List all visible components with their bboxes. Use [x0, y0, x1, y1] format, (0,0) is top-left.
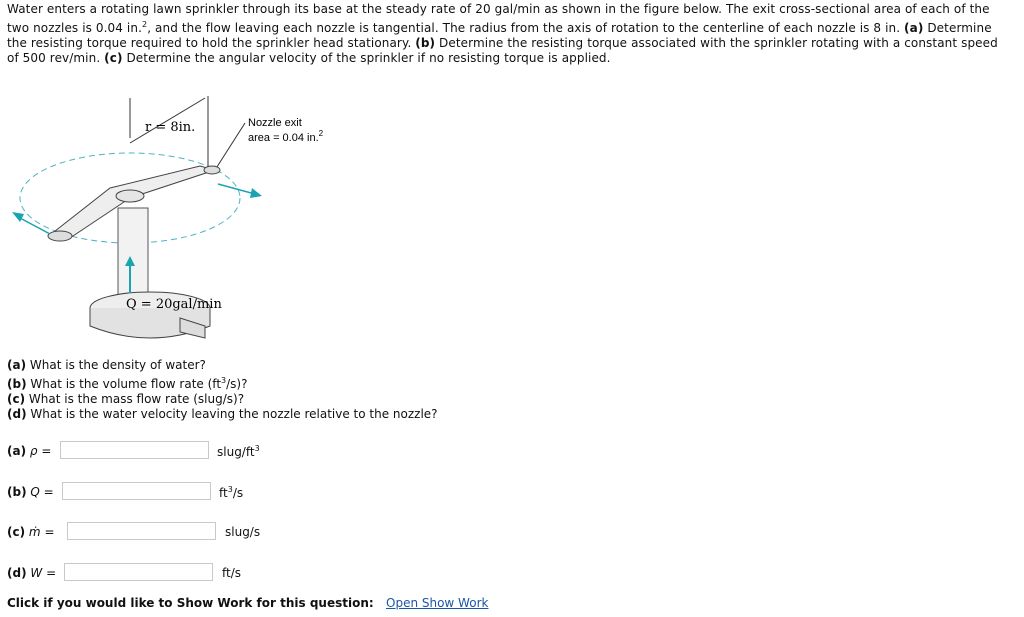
nozzle-leader [215, 123, 245, 170]
jet-arrow-right [218, 184, 255, 194]
answer-row-b [7, 482, 407, 504]
answer-label-d: (d) W = [7, 566, 57, 580]
mass-flow-input[interactable] [67, 522, 216, 540]
density-unit: slug/$ft^3$ [217, 444, 260, 459]
stand-pipe [118, 208, 148, 298]
sprinkler-figure [0, 88, 400, 358]
mass-flow-unit: slug/s [225, 525, 261, 539]
sprinkler-diagram [0, 88, 400, 358]
answer-label-b: (b) Q = [7, 485, 54, 499]
nozzle-right [204, 166, 220, 174]
question-d: (d) What is the water velocity leaving the nozzle relative to the nozzle? [7, 407, 438, 421]
radius-label: r = 8in. [145, 120, 196, 135]
problem-statement: Water enters a rotating lawn sprinkler through its base at the steady rate of 20 gal/min as shown in the figure below. The exit cross-sectional area of each of the two nozzles is 0.04 in.$^2$, and the flow leaving each nozzle is tangential. The radius from the axis of rotation to the centerline of each nozzle is 8 in. (a) Determine the resisting torque required to hold the sprinkler head stationary. (b) Determine the resisting torque associated with the sprinkler rotating with a constant speed of 500 rev/min. (c) Determine the angular velocity of the sprinkler if no resisting torque is applied. [7, 2, 998, 65]
nozzle-left [48, 231, 72, 241]
answer-label-a: (a) ρ = [7, 444, 52, 458]
answer-row-a [7, 441, 407, 463]
question-c: (c) What is the mass flow rate (slug/s)? [7, 392, 245, 406]
jet-arrowhead-left [12, 212, 24, 222]
velocity-unit: ft/s [222, 566, 242, 580]
question-b: (b) What is the volume flow rate $(ft^3/s)$? [7, 376, 248, 391]
velocity-input[interactable] [64, 563, 213, 581]
part-a-tag: (a) [904, 21, 924, 35]
volume-flow-unit: $ft^3/s$ [219, 485, 244, 500]
open-show-work-link[interactable]: Open Show Work [386, 596, 489, 610]
question-a: (a) What is the density of water? [7, 358, 206, 372]
jet-arrowhead-right [250, 188, 262, 198]
flow-label: Q = 20gal/min [126, 297, 222, 312]
part-c-tag: (c) [104, 51, 123, 65]
show-work-prompt: Click if you would like to Show Work for this question: [7, 596, 374, 610]
answer-label-c: (c) ṁ = [7, 525, 55, 539]
answer-row-d [7, 563, 407, 585]
part-b-tag: (b) [415, 36, 436, 50]
nozzle-label-1: Nozzle exit [248, 117, 302, 129]
questions-list [7, 358, 438, 422]
nozzle-label-2: area = 0.04 in.$^2$ [248, 129, 324, 144]
density-input[interactable] [60, 441, 209, 459]
hub [116, 190, 144, 202]
volume-flow-input[interactable] [62, 482, 211, 500]
answer-row-c [7, 522, 407, 544]
